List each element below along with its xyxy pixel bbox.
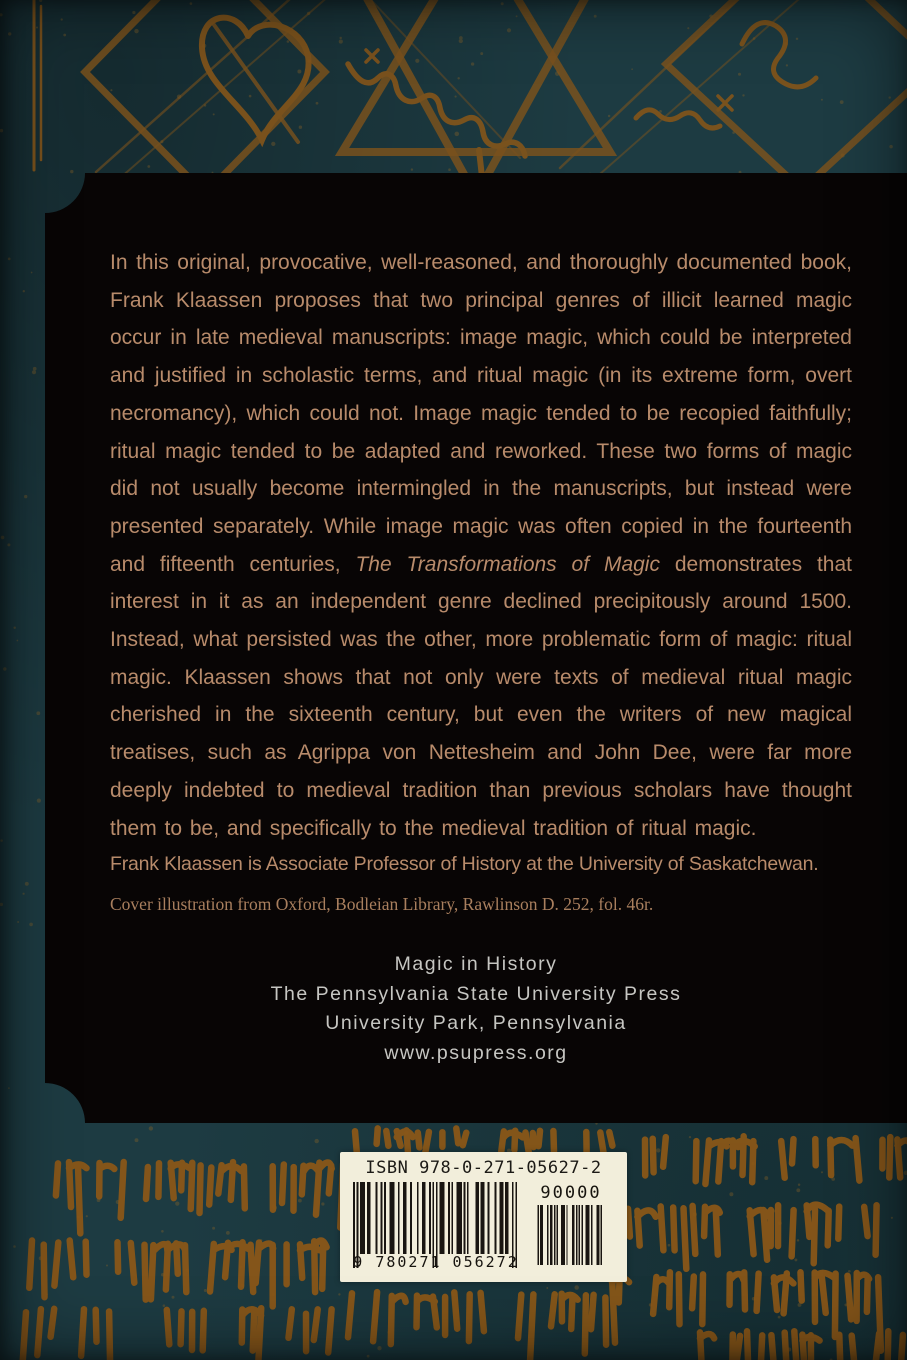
imprint-block xyxy=(45,950,907,1068)
ean13-digits: 9 780271 056272 xyxy=(353,1253,519,1271)
author-bio-line: Frank Klaassen is Associate Professor of History at the University of Saskatchewan. xyxy=(110,853,819,875)
publisher-name: The Pennsylvania State University Press xyxy=(270,982,682,1005)
ean5-supplement-barcode xyxy=(536,1205,602,1265)
publisher-location: University Park, Pennsylvania xyxy=(325,1012,627,1035)
publisher-website-text: www.psupress.org xyxy=(384,1041,568,1064)
blurb-paragraph xyxy=(110,244,852,847)
book-title-italic: The Transformations of Magic xyxy=(355,552,660,576)
price-supplement-code: 90000 xyxy=(540,1183,602,1203)
isbn-number-text: ISBN 978-0-271-05627-2 xyxy=(365,1158,602,1178)
isbn-barcode-label xyxy=(340,1152,627,1282)
blurb-text-after: demonstrates that interest in it as an independent genre declined precipitously around 1500. Instead, what persisted was the other, more problematic form of magic: ritual magic. Klaassen shows that not only were texts of medieval ritual magic cherished in the sixteenth century, but even the writers of new magical treatises, such as Agrippa von Nettesheim and John Dee, were far more deeply indebted to medieval tradition than previous scholars have thought them to be, and specifically to the medieval tradition of ritual magic. xyxy=(110,552,852,840)
blurb-text-before: In this original, provocative, well-reasoned, and thoroughly documented book, Frank Klaassen proposes that two principal genres of illicit learned magic occur in late medieval manuscripts: image magic, which could be interpreted and justified in scholastic terms, and ritual magic (in its extreme form, overt necromancy), which could not. Image magic tended to be recopied faithfully; ritual magic tended to be adapted and reworked. These two forms of magic did not usually become intermingled in the manuscripts, but instead were presented separately. While image magic was often copied in the fourteenth and fifteenth centuries, xyxy=(110,251,852,576)
series-title: Magic in History xyxy=(394,953,558,975)
cover-illustration-credit: Cover illustration from Oxford, Bodleian Library, Rawlinson D. 252, fol. 46r. xyxy=(110,894,654,914)
